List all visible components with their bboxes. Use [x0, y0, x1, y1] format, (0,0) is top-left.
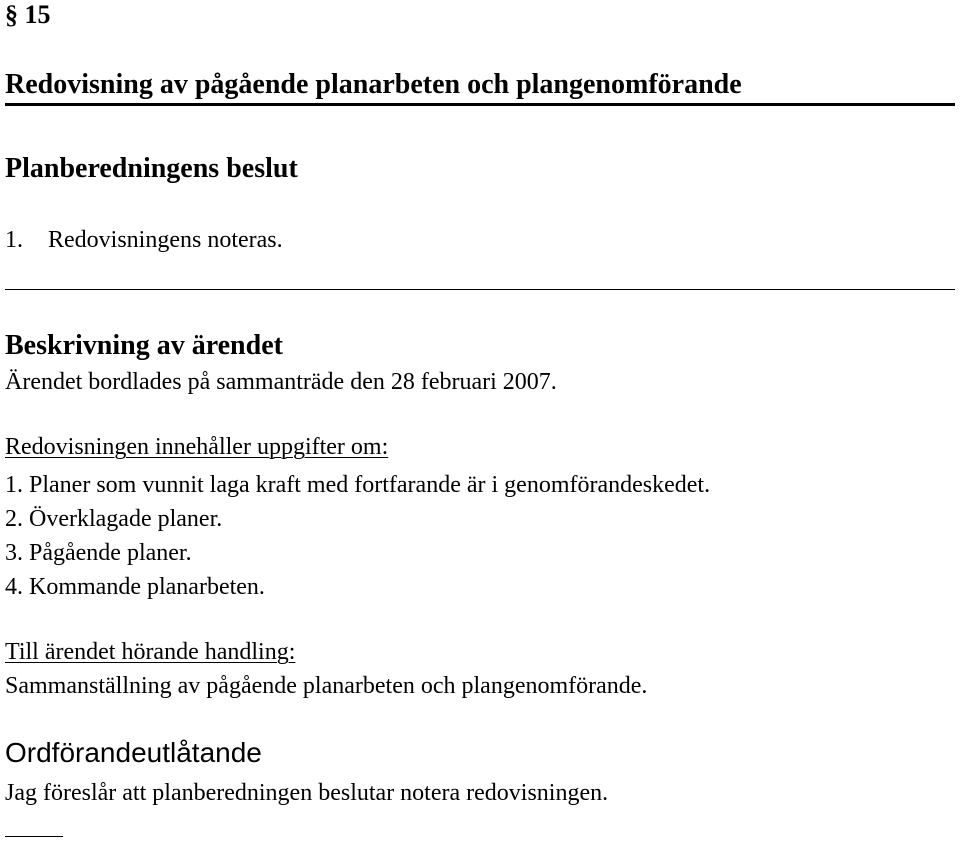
contents-list	[5, 470, 710, 606]
list-item: 2. Överklagade planer.	[5, 506, 223, 532]
page-title: Redovisning av pågående planarbeten och plangenomförande	[5, 69, 742, 100]
chair-statement-text: Jag föreslår att planberedningen beslutar notera redovisningen.	[5, 780, 609, 806]
description-heading: Beskrivning av ärendet	[5, 330, 283, 361]
list-item: 3. Pågående planer.	[5, 540, 192, 566]
chair-statement-heading: Ordförandeutlåtande	[5, 737, 262, 768]
attachment-text: Sammanställning av pågående planarbeten och plangenomförande.	[5, 673, 648, 699]
footnote-divider	[5, 836, 63, 837]
decision-item-text: Redovisningens noteras.	[48, 227, 283, 253]
attachment-label: Till ärendet hörande handling:	[5, 639, 296, 665]
decision-heading: Planberedningens beslut	[5, 153, 298, 184]
contents-intro: Redovisningen innehåller uppgifter om:	[5, 434, 389, 460]
description-text: Ärendet bordlades på sammanträde den 28 februari 2007.	[5, 369, 557, 395]
list-item: 4. Kommande planarbeten.	[5, 574, 265, 600]
decision-item-number: 1.	[5, 227, 23, 253]
title-divider	[5, 103, 955, 106]
paragraph-number: § 15	[5, 0, 51, 29]
decision-item	[5, 225, 283, 255]
section-divider	[5, 289, 955, 290]
list-item: 1. Planer som vunnit laga kraft med fortfarande är i genomförandeskedet.	[5, 472, 711, 498]
